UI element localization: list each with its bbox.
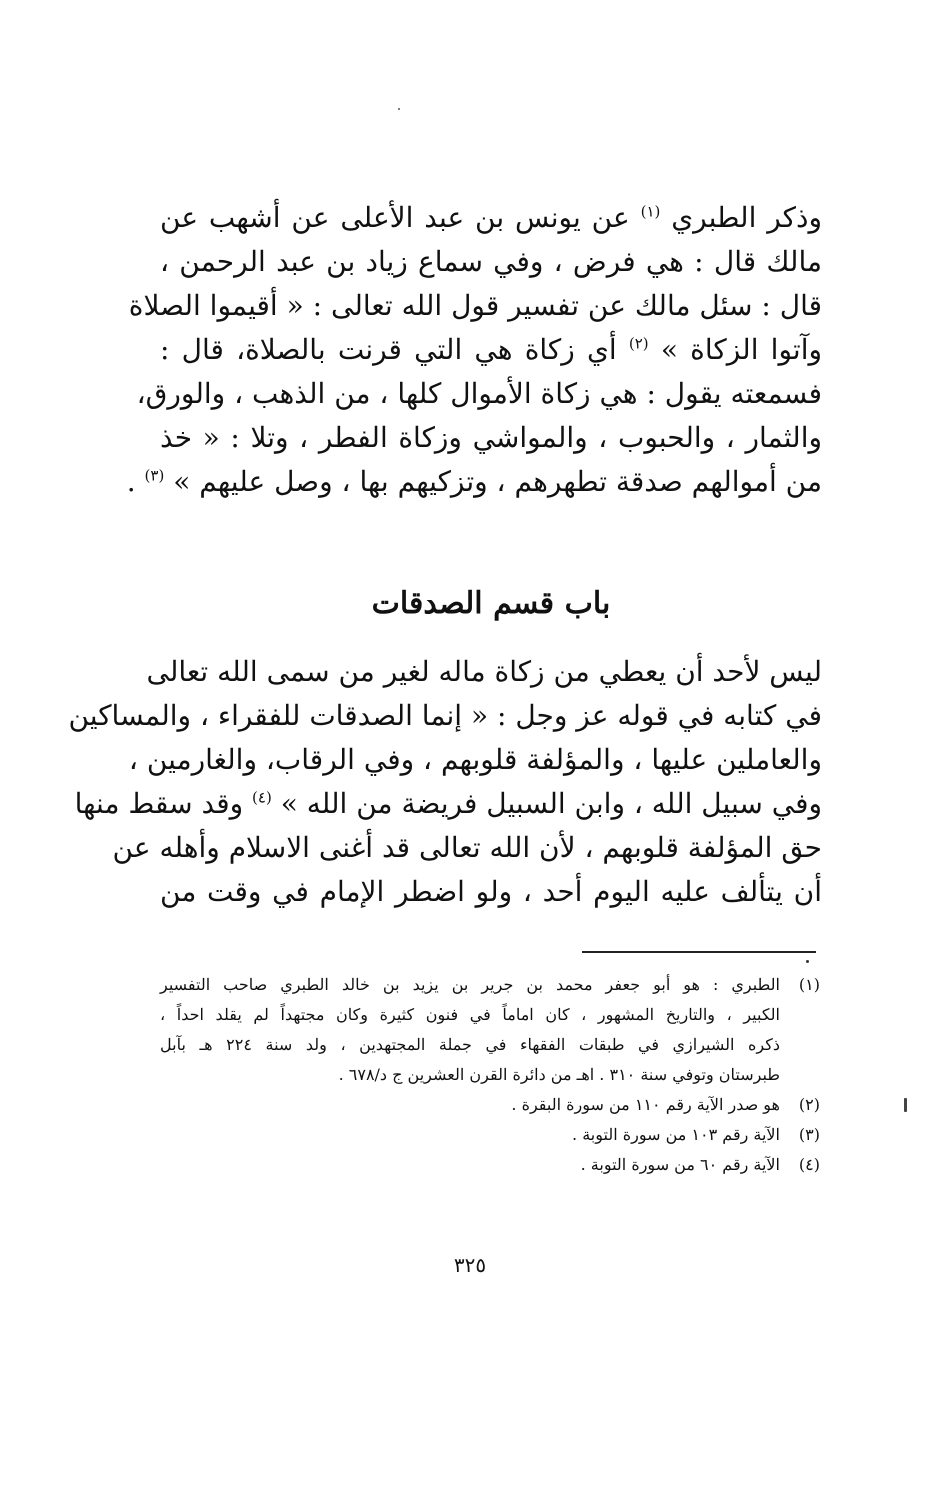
footnote-number: (١) bbox=[798, 975, 820, 994]
text-line: والثمار ، والحبوب ، والمواشي وزكاة الفطر ، وتلا : « خذ bbox=[160, 421, 822, 454]
paragraph-zakat-opinion bbox=[126, 196, 823, 504]
footnote-ref: (٢) bbox=[628, 334, 649, 353]
footnote-line: الآية رقم ١٠٣ من سورة التوبة . bbox=[572, 1125, 780, 1144]
footnote-ref: (١) bbox=[640, 202, 661, 221]
text-line: وآتوا الزكاة » $^{(٢)}$ أي زكاة هي التي قرنت بالصلاة، قال : bbox=[160, 333, 823, 366]
footnote-divider bbox=[582, 951, 816, 953]
footnote-line: طبرستان وتوفي سنة ٣١٠ . اهـ من دائرة القرن العشرين ج د/٦٧٨ . bbox=[338, 1065, 780, 1084]
footnote-text bbox=[160, 970, 780, 1090]
footnote-line: ذكره الشيرازي في طبقات الفقهاء في جملة المجتهدين ، ولد سنة ٢٢٤ هـ بآبل bbox=[160, 1035, 780, 1054]
footnote-ref: (٣) bbox=[144, 466, 165, 485]
divider-mark bbox=[806, 960, 809, 963]
footnote-line: هو صدر الآية رقم ١١٠ من سورة البقرة . bbox=[511, 1095, 780, 1114]
scan-speck bbox=[398, 108, 400, 110]
text-line: ليس لأحد أن يعطي من زكاة ماله لغير من سمى الله تعالى bbox=[146, 655, 822, 688]
text-line: وذكر الطبري $^{(١)}$ عن يونس بن عبد الأعلى عن أشهب عن bbox=[160, 201, 822, 234]
paragraph-sadaqat-division bbox=[68, 650, 822, 914]
section-heading: باب قسم الصدقات bbox=[371, 586, 611, 621]
footnote-ref: (٤) bbox=[252, 788, 272, 807]
footnote-line: الطبري : هو أبو جعفر محمد بن جرير بن يزيد بن خالد الطبري صاحب التفسير bbox=[160, 975, 780, 994]
footnote-2 bbox=[160, 1090, 820, 1120]
footnote-text bbox=[160, 1090, 780, 1120]
page-number: ٣٢٥ bbox=[453, 1253, 487, 1277]
footnote-line: الكبير ، والتاريخ المشهور ، كان اماماً في فنون كثيرة وكان مجتهداً لم يقلد احداً ، bbox=[160, 1005, 780, 1024]
footnote-text bbox=[160, 1120, 780, 1150]
text-line: أن يتألف عليه اليوم أحد ، ولو اضطر الإمام في وقت من bbox=[160, 875, 822, 908]
footnote-1 bbox=[160, 970, 820, 1090]
text-line: في كتابه في قوله عز وجل : « إنما الصدقات للفقراء ، والمساكين bbox=[68, 699, 822, 732]
footnote-line: الآية رقم ٦٠ من سورة التوبة . bbox=[580, 1155, 780, 1174]
text-line: من أموالهم صدقة تطهرهم ، وتزكيهم بها ، وصل عليهم » $^{(٣)}$ . bbox=[126, 465, 822, 498]
footnote-number: (٣) bbox=[798, 1125, 820, 1144]
footnote-text bbox=[160, 1150, 780, 1180]
text-line: فسمعته يقول : هي زكاة الأموال كلها ، من الذهب ، والورق، bbox=[136, 377, 822, 410]
scan-speck bbox=[904, 1098, 907, 1112]
text-line: مالك قال : هي فرض ، وفي سماع زياد بن عبد الرحمن ، bbox=[160, 245, 822, 278]
footnote-4 bbox=[160, 1150, 820, 1180]
footnotes bbox=[160, 970, 820, 1180]
footnote-number: (٤) bbox=[798, 1155, 820, 1174]
footnote-3 bbox=[160, 1120, 820, 1150]
text-line: وفي سبيل الله ، وابن السبيل فريضة من الله » $^{(٤)}$ وقد سقط منها bbox=[74, 787, 822, 820]
footnote-number: (٢) bbox=[798, 1095, 820, 1114]
text-line: والعاملين عليها ، والمؤلفة قلوبهم ، وفي الرقاب، والغارمين ، bbox=[128, 743, 822, 776]
text-line: قال : سئل مالك عن تفسير قول الله تعالى : « أقيموا الصلاة bbox=[128, 289, 822, 322]
text-line: حق المؤلفة قلوبهم ، لأن الله تعالى قد أغنى الاسلام وأهله عن bbox=[112, 831, 822, 864]
